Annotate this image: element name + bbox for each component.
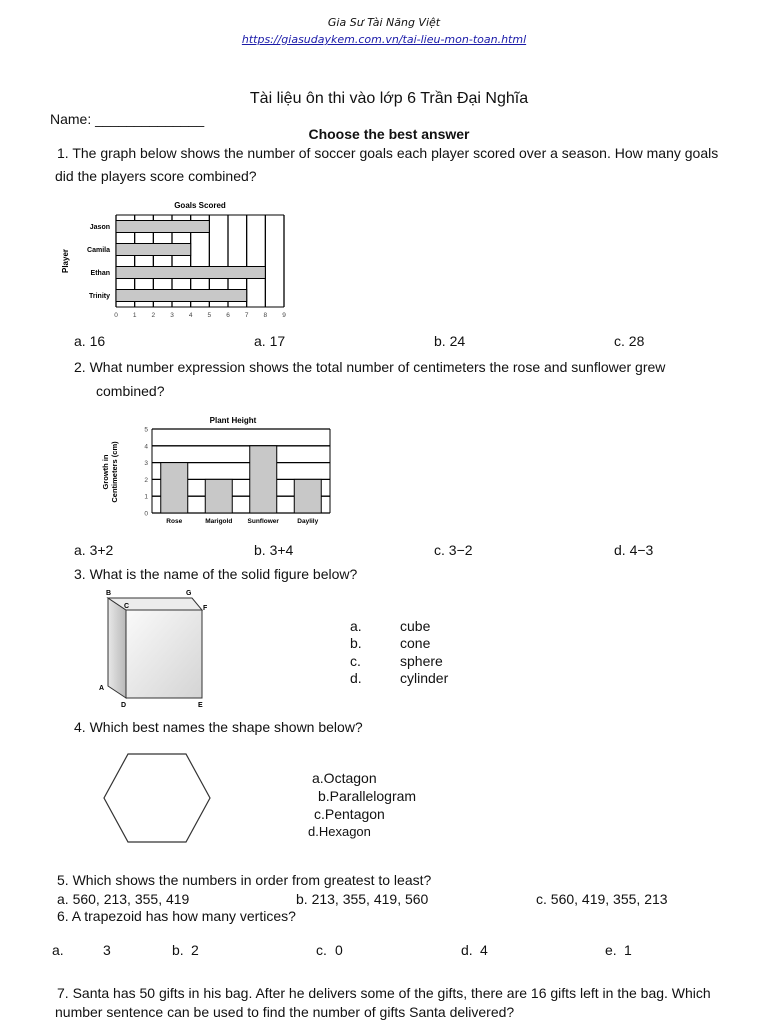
chart1-tick-label: 8 (263, 312, 268, 319)
chart2-category-label: Marigold (205, 518, 233, 525)
chart2-tick-label: 4 (144, 443, 148, 451)
chart1-tick-label: 3 (170, 312, 174, 319)
q1-option-c[interactable]: c. 28 (614, 333, 645, 349)
q3-option-cube[interactable]: cube (400, 618, 431, 634)
q3-text: 3. What is the name of the solid figure below? (74, 566, 358, 582)
q6-letter-e: e. (605, 942, 617, 958)
q2-text-line2: combined? (96, 383, 165, 399)
chart1-tick-labels (114, 312, 286, 319)
chart2-tick-label: 3 (144, 460, 148, 468)
chart2-tick-label: 2 (144, 476, 148, 484)
q7-text-line1: 7. Santa has 50 gifts in his bag. After he delivers some of the gifts, there are 16 gifts left in the bag. Which (57, 985, 711, 1001)
chart1-category-label: Jason (89, 224, 110, 231)
q6-text: 6. A trapezoid has how many vertices? (57, 908, 296, 924)
chart2-tick-labels (144, 427, 148, 518)
q3-letter-a: a. (350, 618, 362, 634)
q6-letter-c: c. (316, 942, 327, 958)
q3-option-cylinder[interactable]: cylinder (400, 670, 449, 686)
chart1-tick-label: 4 (188, 312, 193, 319)
chart1-tick-label: 7 (244, 312, 249, 319)
chart1-ylabel: Player (61, 248, 70, 274)
q5-text: 5. Which shows the numbers in order from greatest to least? (57, 872, 432, 888)
q4-option-d[interactable]: d.Hexagon (308, 824, 371, 839)
q3-letter-d: d. (350, 670, 362, 686)
chart1-tick-label: 2 (151, 312, 156, 319)
chart2-category-label: Rose (166, 518, 183, 525)
chart2-ylabel-line1: Growth in (101, 454, 110, 490)
q6-option-d[interactable]: 4 (480, 942, 488, 958)
chart2-bar (161, 463, 188, 513)
chart2-title: Plant Height (209, 416, 257, 425)
chart2-bar (294, 479, 321, 513)
cube-label-c: C (124, 603, 130, 610)
q6-letter-a: a. (52, 942, 64, 958)
q3-option-cone[interactable]: cone (400, 635, 431, 651)
q6-option-c[interactable]: 0 (335, 942, 343, 958)
q5-option-c[interactable]: c. 560, 419, 355, 213 (536, 891, 668, 907)
q3-letter-b: b. (350, 635, 362, 651)
q7-text-line2: number sentence can be used to find the number of gifts Santa delivered? (55, 1004, 515, 1020)
q6-option-b[interactable]: 2 (191, 942, 199, 958)
q2-option-b[interactable]: b. 3+4 (254, 542, 294, 558)
chart1-category-labels (87, 224, 110, 300)
chart1-tick-label: 5 (207, 312, 212, 319)
name-field: Name: ______________ (50, 111, 205, 127)
chart2-bar (250, 446, 277, 513)
q1-text-line2: did the players score combined? (55, 168, 257, 184)
cube-label-e: E (198, 702, 203, 709)
q2-option-d[interactable]: d. 4−3 (614, 542, 654, 558)
q5-option-a[interactable]: a. 560, 213, 355, 419 (57, 891, 190, 907)
chart2-tick-label: 0 (144, 510, 148, 518)
chart1-bar (116, 290, 247, 302)
chart2-tick-label: 5 (144, 426, 148, 434)
hexagon-shape (104, 754, 210, 842)
q5-option-b[interactable]: b. 213, 355, 419, 560 (296, 891, 429, 907)
chart2-category-label: Daylily (297, 518, 319, 525)
header-link-wrap (0, 33, 768, 46)
chart2-bar (205, 479, 232, 513)
q2-option-a[interactable]: a. 3+2 (74, 542, 114, 558)
goals-scored-chart (56, 195, 296, 325)
hexagon-figure (100, 750, 214, 846)
cube-left-face (108, 598, 126, 698)
chart1-title: Goals Scored (174, 201, 226, 210)
q3-option-sphere[interactable]: sphere (400, 653, 443, 669)
chart1-tick-label: 6 (226, 312, 230, 319)
chart1-bar (116, 221, 209, 233)
cube-label-f: F (203, 605, 208, 612)
cube-label-b: B (106, 590, 112, 597)
cube-label-a: A (99, 685, 105, 692)
cube-label-g: G (186, 590, 192, 597)
q6-option-a[interactable]: 3 (103, 942, 111, 958)
instruction: Choose the best answer (308, 126, 470, 142)
q6-letter-d: d. (461, 942, 473, 958)
q4-option-b[interactable]: b.Parallelogram (318, 788, 417, 804)
chart2-tick-label: 1 (144, 493, 148, 501)
cube-figure (96, 586, 220, 712)
header-link[interactable]: https://giasudaykem.com.vn/tai-lieu-mon-toan.html (241, 33, 527, 46)
page-title: Tài liệu ôn thi vào lớp 6 Trần Đại Nghĩa (249, 90, 529, 107)
chart1-tick-label: 0 (114, 312, 118, 319)
chart2-category-label: Sunflower (247, 518, 279, 525)
chart1-category-label: Ethan (90, 270, 110, 277)
chart2-ylabel-line2: Centimeters (cm) (110, 441, 119, 503)
q1-option-b[interactable]: b. 24 (434, 333, 466, 349)
cube-label-d: D (121, 702, 127, 709)
q4-text: 4. Which best names the shape shown below? (74, 719, 363, 735)
q4-option-a[interactable]: a.Octagon (312, 770, 377, 786)
plant-height-chart (98, 410, 338, 535)
q1-option-a[interactable]: a. 16 (74, 333, 106, 349)
q2-option-c[interactable]: c. 3−2 (434, 542, 473, 558)
q6-letter-b: b. (172, 942, 184, 958)
q3-letter-c: c. (350, 653, 361, 669)
chart1-bar (116, 267, 265, 279)
q2-text-line1: 2. What number expression shows the total number of centimeters the rose and sunflower grew (74, 359, 666, 375)
header-site-name: Gia Sư Tài Năng Việt (327, 16, 441, 29)
q1-text-line1: 1. The graph below shows the number of soccer goals each player scored over a season. How many goals (57, 145, 719, 161)
chart1-tick-label: 9 (282, 312, 286, 319)
q1-option-a2[interactable]: a. 17 (254, 333, 286, 349)
q6-option-e[interactable]: 1 (624, 942, 632, 958)
chart1-bar (116, 244, 191, 256)
cube-front-face (126, 610, 202, 698)
chart1-tick-label: 1 (132, 312, 137, 319)
chart1-category-label: Trinity (88, 293, 110, 300)
chart1-category-label: Camila (87, 247, 110, 254)
chart2-category-labels (166, 518, 318, 525)
q4-option-c[interactable]: c.Pentagon (314, 806, 385, 822)
